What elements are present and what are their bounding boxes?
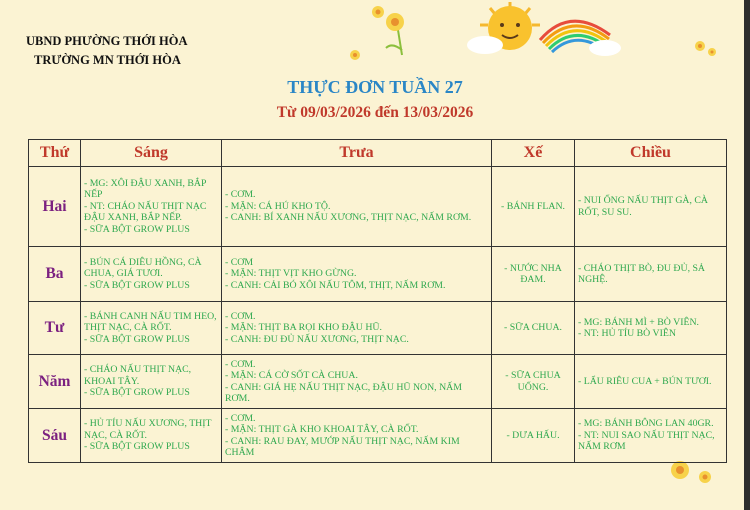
header-morning: Sáng [81, 140, 222, 167]
sun-rainbow-decoration [340, 0, 640, 75]
menu-line: - BÁNH FLAN. [501, 200, 565, 212]
snack-cell [492, 355, 575, 409]
snack-cell [492, 247, 575, 302]
header-noon: Trưa [222, 140, 492, 167]
noon-cell [222, 409, 492, 463]
flower-icon [372, 6, 404, 55]
morning-cell [81, 247, 222, 302]
morning-cell [81, 355, 222, 409]
snack-cell [492, 167, 575, 247]
menu-line: - MG: BÁNH MÌ + BÒ VIÊN. [578, 316, 700, 328]
day-cell: Sáu [29, 409, 81, 463]
menu-line: - CƠM. [225, 310, 256, 322]
cloud-icon [467, 36, 621, 56]
menu-line: - NƯỚC NHA ĐAM. [504, 262, 562, 285]
afternoon-cell [575, 409, 727, 463]
menu-line: - DƯA HẤU. [506, 429, 560, 441]
menu-line: - SỮA BỘT GROW PLUS [84, 441, 190, 453]
menu-line: - CANH: CẢI BÓ XÔI NẤU TÔM, THỊT, NẤM RƠM. [225, 279, 446, 291]
org-line-1: UBND PHƯỜNG THỚI HÒA [26, 34, 188, 48]
flower-icon [690, 36, 720, 61]
menu-line: - SỮA BỘT GROW PLUS [84, 279, 190, 291]
menu-line: - SỮA CHUA. [504, 322, 562, 334]
table-row [29, 302, 727, 355]
flower-icon [350, 50, 360, 60]
menu-line: - SỮA BỘT GROW PLUS [84, 223, 190, 235]
menu-line: - MẶN: THỊT GÀ KHO KHOAI TÂY, CÀ RỐT. [225, 424, 419, 435]
menu-line: - SỮA BỘT GROW PLUS [84, 387, 190, 399]
header-day: Thứ [29, 140, 81, 167]
day-cell: Năm [29, 355, 81, 409]
table-row [29, 247, 727, 302]
table-header-row [29, 140, 727, 167]
menu-line: - MẶN: THỊT VỊT KHO GỪNG. [225, 268, 357, 280]
afternoon-cell [575, 355, 727, 409]
menu-line: - CƠM. [225, 189, 256, 201]
menu-line: - CƠM. [225, 412, 256, 424]
morning-cell [81, 302, 222, 355]
menu-line: - CHÁO NẤU THỊT NẠC, KHOAI TÂY. [84, 364, 192, 387]
menu-line: - CƠM [225, 256, 254, 268]
organization-header [26, 32, 187, 70]
noon-cell [222, 247, 492, 302]
day-cell: Hai [29, 167, 81, 247]
menu-line: - CƠM. [225, 358, 256, 370]
menu-line: - CANH: BÍ XANH NẤU XƯƠNG, THỊT NẠC, NẤM RƠM. [225, 212, 472, 224]
date-range: Từ 09/03/2026 đến 13/03/2026 [276, 104, 474, 121]
morning-cell [81, 167, 222, 247]
menu-line: - NT: NUI SAO NẤU THỊT NẠC, NẤM RƠM [578, 429, 715, 453]
menu-line: - SỮA CHUA UỐNG. [505, 370, 561, 393]
weekly-menu-table [28, 139, 727, 463]
menu-line: - NT: HỦ TÍU BÒ VIÊN [578, 328, 676, 339]
noon-cell [222, 355, 492, 409]
menu-line: - MG: BÁNH BÔNG LAN 40GR. [578, 418, 714, 430]
table-row [29, 409, 727, 463]
menu-line: - CANH: RAU ĐAY, MƯỚP NẤU THỊT NẠC, NẤM KIM CHÂM [225, 435, 460, 458]
org-line-2: TRƯỜNG MN THỚI HÒA [34, 53, 181, 67]
menu-line: - NUI ỐNG NẤU THỊT GÀ, CÀ RỐT, SU SU. [578, 195, 708, 218]
noon-cell [222, 167, 492, 247]
afternoon-cell [575, 247, 727, 302]
afternoon-cell [575, 302, 727, 355]
snack-cell [492, 409, 575, 463]
header-snack: Xế [492, 140, 575, 167]
menu-line: - NT: CHÁO NẤU THỊT NẠC ĐẬU XANH, BẮP NẾP. [84, 200, 207, 224]
menu-line: - CANH: GIÁ HẸ NẤU THỊT NẠC, ĐẬU HŨ NON, NẤM RƠM. [225, 381, 462, 404]
noon-cell [222, 302, 492, 355]
afternoon-cell [575, 167, 727, 247]
menu-line: - MẶN: CÁ HÚ KHO TỘ. [225, 200, 331, 212]
menu-line: - BÁNH CANH NẤU TIM HEO, THỊT NẠC, CÀ RỐT. [84, 310, 217, 334]
menu-line: - HỦ TÍU NẤU XƯƠNG, THỊT NẠC, CÀ RỐT. [84, 418, 212, 441]
menu-line: - LẨU RIÊU CUA + BÚN TƯƠI. [578, 375, 712, 387]
menu-line: - SỮA BỘT GROW PLUS [84, 333, 190, 345]
menu-line: - CANH: ĐU ĐỦ NẤU XƯƠNG, THỊT NẠC. [225, 333, 409, 345]
menu-line: - CHÁO THỊT BÒ, ĐU ĐỦ, SẢ NGHỆ. [578, 262, 706, 285]
header-afternoon: Chiều [575, 140, 727, 167]
day-cell: Tư [29, 302, 81, 355]
menu-line: - MẶN: THỊT BA RỌI KHO ĐẬU HŨ. [225, 322, 382, 334]
menu-line: - BÚN CÁ DIÊU HỒNG, CÀ CHUA, GIÁ TƯƠI. [84, 256, 202, 280]
page-title: THỰC ĐƠN TUẦN 27 [287, 77, 463, 97]
day-cell: Ba [29, 247, 81, 302]
table-row [29, 355, 727, 409]
morning-cell [81, 409, 222, 463]
menu-line: - MG: XÔI ĐẬU XANH, BẮP NẾP [84, 177, 207, 201]
table-row [29, 167, 727, 247]
snack-cell [492, 302, 575, 355]
menu-line: - MẶN: CÁ CỜ SỐT CÀ CHUA. [225, 370, 358, 381]
